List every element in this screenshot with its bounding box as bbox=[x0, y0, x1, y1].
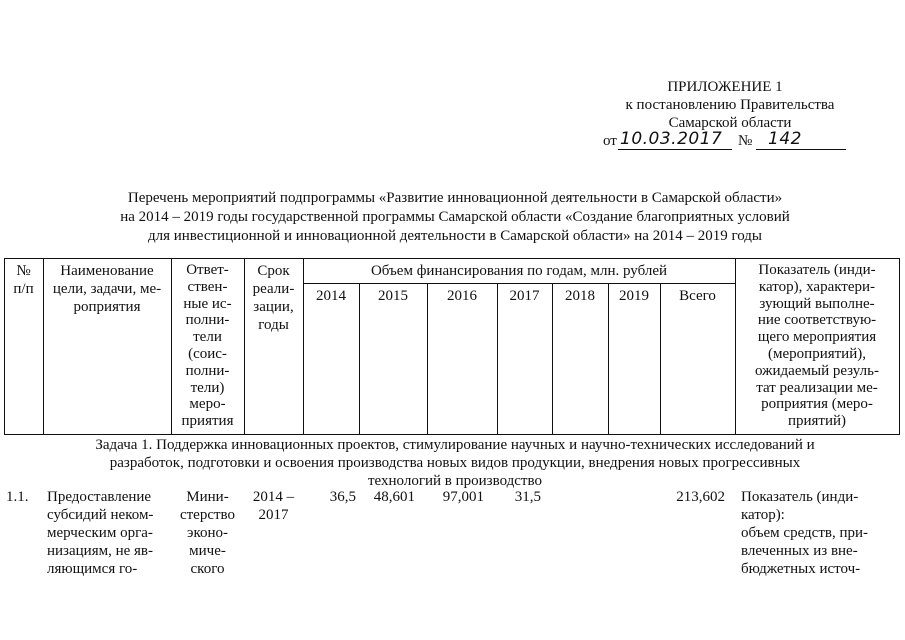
row-value-2016: 97,001 bbox=[442, 489, 484, 505]
header-num: № п/п bbox=[13, 263, 34, 297]
appendix-line1: к постановлению Правительства bbox=[625, 97, 835, 113]
appendix-from-label: от bbox=[603, 133, 617, 149]
appendix-number: 142 bbox=[768, 129, 802, 149]
header-name: Наименование цели, задачи, ме- роприятия bbox=[52, 263, 162, 315]
document-title-line3: для инвестиционной и инновационной деятельности в Самарской области» на 2014 – 2019 годы bbox=[147, 228, 763, 244]
appendix-title: ПРИЛОЖЕНИЕ 1 bbox=[667, 79, 783, 95]
header-responsible: Ответ- ствен- ные ис- полни- тели (соис- полни- тели) меро- приятия bbox=[181, 262, 234, 430]
row-value-2017: 31,5 bbox=[514, 489, 541, 505]
appendix-line2: Самарской области bbox=[668, 115, 792, 131]
row-responsible: Мини- стерство эконо- миче- ского bbox=[179, 489, 236, 577]
header-year-2018: 2018 bbox=[565, 288, 595, 304]
header-year-2017: 2017 bbox=[509, 288, 540, 304]
row-name: Предоставление субсидий неком- мерческим орга- низациям, не яв- ляющимся го- bbox=[47, 489, 154, 577]
row-value-2015: 48,601 bbox=[373, 489, 415, 505]
date-underline bbox=[618, 149, 732, 150]
row-num: 1.1. bbox=[6, 489, 29, 505]
header-term: Срок реали- зации, годы bbox=[252, 263, 295, 333]
header-year-2014: 2014 bbox=[316, 288, 346, 304]
appendix-number-label: № bbox=[738, 133, 753, 149]
number-underline bbox=[756, 149, 846, 150]
header-total: Всего bbox=[679, 288, 716, 304]
document-title-line2: на 2014 – 2019 годы государственной программы Самарской области «Создание благоприятных условий bbox=[120, 209, 790, 225]
row-value-2014: 36,5 bbox=[329, 489, 356, 505]
header-year-2016: 2016 bbox=[447, 288, 477, 304]
document-title-line1: Перечень мероприятий подпрограммы «Развитие инновационной деятельности в Самарской области» bbox=[127, 190, 783, 206]
appendix-date: 10.03.2017 bbox=[620, 129, 723, 149]
header-year-2015: 2015 bbox=[378, 288, 408, 304]
row-indicator: Показатель (инди- катор): объем средств, при- влеченных из вне- бюджетных источ- bbox=[741, 489, 869, 577]
header-funding: Объем финансирования по годам, млн. рублей bbox=[370, 263, 668, 279]
document-title bbox=[40, 189, 870, 246]
row-value-total: 213,602 bbox=[676, 489, 725, 505]
task-heading: Задача 1. Поддержка инновационных проектов, стимулирование научных и научно-технических исследований и разработок, подготовки и освоения производства новых видов продукции, внедрения новых прогрессивных технологий в производство bbox=[95, 437, 815, 489]
header-indicator: Показатель (инди- катор), характери- зующий выполне- ние соответствую- щего мероприятия (мероприятий), ожидаемый резуль- тат реализации ме- роприятия (меро- приятий) bbox=[755, 262, 879, 430]
header-year-2019: 2019 bbox=[619, 288, 649, 304]
row-term: 2014 – 2017 bbox=[252, 489, 295, 523]
